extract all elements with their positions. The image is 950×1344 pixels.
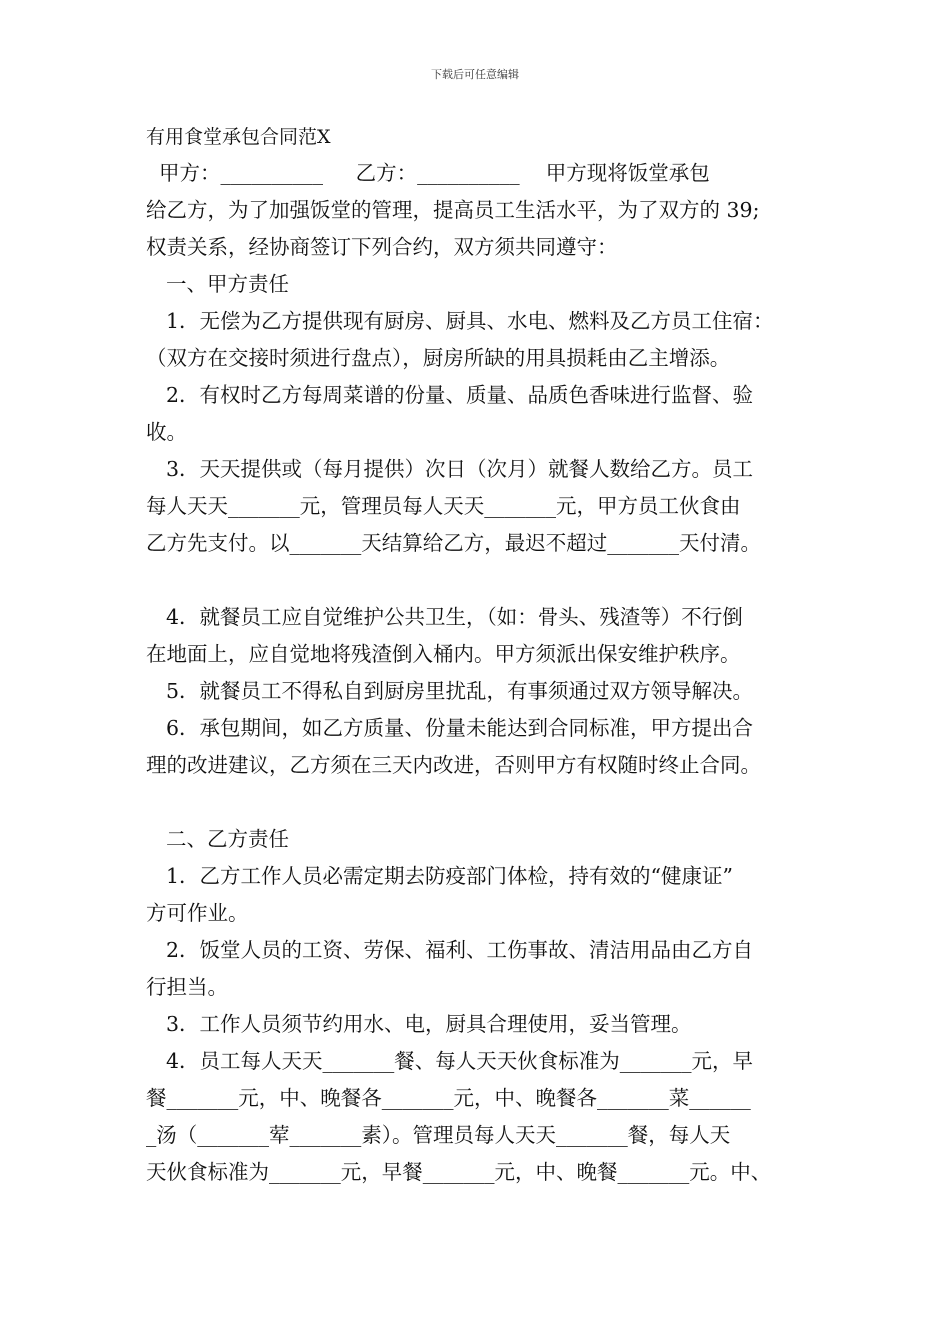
text-line: 3．工作人员须节约用水、电，厨具合理使用，妥当管理。 [166,1012,692,1036]
text-line: 天伙食标准为_______元，早餐_______元，中、晚餐_______元。中、 [146,1160,772,1184]
text-line: 乙方先支付。以_______天结算给乙方，最迟不超过_______天付清。 [146,531,761,555]
text-line: 5．就餐员工不得私自到厨房里扰乱，有事须通过双方领导解决。 [166,679,754,703]
text-line: 2．有权时乙方每周菜谱的份量、质量、品质色香味进行监督、验 [166,383,754,407]
text-line: 行担当。 [146,975,228,999]
text-line: 4．就餐员工应自觉维护公共卫生，（如：骨头、残渣等）不行倒 [166,605,743,629]
text-line: 二、乙方责任 [166,827,289,851]
text-line: 1．无偿为乙方提供现有厨房、厨具、水电、燃料及乙方员工住宿： [166,309,774,333]
document-body [146,155,826,1191]
text-line: _汤（_______荤_______素）。管理员每人天天_______餐，每人天 [146,1123,731,1147]
page-header: 下载后可任意编辑 [431,68,519,81]
text-line: 甲方：__________ 乙方：__________ 甲方现将饭堂承包 [146,161,710,185]
text-line: 每人天天_______元，管理员每人天天_______元，甲方员工伙食由 [146,494,741,518]
text-line: 收。 [146,420,187,444]
blank-line [146,784,826,821]
document-title: 有用食堂承包合同范X [146,126,331,148]
text-line: 给乙方，为了加强饭堂的管理，提高员工生活水平，为了双方的 39; [146,198,760,222]
text-line: （双方在交接时须进行盘点），厨房所缺的用具损耗由乙主增添。 [146,346,731,370]
text-line: 餐_______元，中、晚餐各_______元，中、晚餐各_______菜______ [146,1086,751,1110]
text-line: 2．饭堂人员的工资、劳保、福利、工伤事故、清洁用品由乙方自 [166,938,754,962]
text-line: 方可作业。 [146,901,249,925]
text-line: 理的改进建议，乙方须在三天内改进，否则甲方有权随时终止合同。 [146,753,761,777]
text-line: 1．乙方工作人员必需定期去防疫部门体检，持有效的“健康证” [166,864,734,888]
text-line: 6．承包期间，如乙方质量、份量未能达到合同标准，甲方提出合 [166,716,754,740]
text-line: 在地面上，应自觉地将残渣倒入桶内。甲方须派出保安维护秩序。 [146,642,741,666]
text-line: 权责关系，经协商签订下列合约，双方须共同遵守： [146,235,618,259]
text-line: 3．天天提供或（每月提供）次日（次月）就餐人数给乙方。员工 [166,457,754,481]
blank-line [146,562,826,599]
text-line: 4．员工每人天天_______餐、每人天天伙食标准为_______元，早 [166,1049,754,1073]
text-line: 一、甲方责任 [166,272,289,296]
